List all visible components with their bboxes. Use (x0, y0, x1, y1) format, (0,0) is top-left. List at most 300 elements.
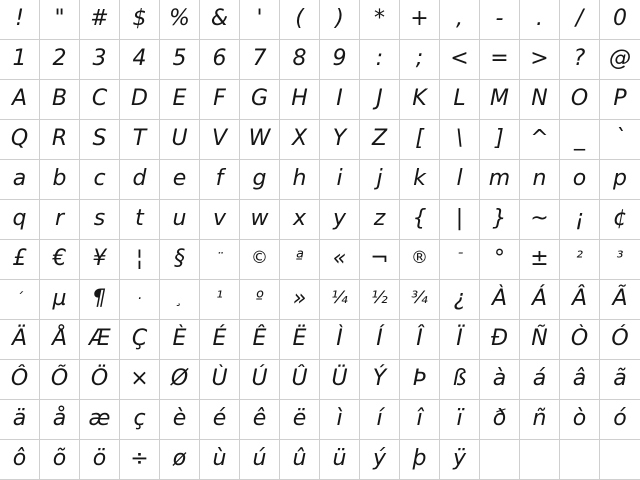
glyph-cell[interactable] (520, 280, 560, 320)
glyph-cell[interactable] (0, 160, 40, 200)
glyph-cell[interactable] (80, 280, 120, 320)
glyph: Ö (90, 365, 109, 391)
glyph-cell[interactable] (600, 360, 640, 400)
glyph-cell[interactable] (120, 160, 160, 200)
glyph: @ (609, 45, 631, 71)
glyph: _ (574, 125, 585, 151)
glyph-cell[interactable] (600, 240, 640, 280)
glyph: a (12, 165, 27, 191)
glyph-cell[interactable] (0, 440, 40, 480)
glyph-cell[interactable] (400, 200, 440, 240)
glyph: # (90, 5, 109, 31)
glyph-cell[interactable] (0, 40, 40, 80)
glyph: n (532, 165, 547, 191)
glyph-cell[interactable] (40, 320, 80, 360)
glyph: 0 (613, 5, 627, 31)
glyph: j (376, 165, 383, 191)
glyph: ² (576, 248, 583, 268)
glyph-cell[interactable] (120, 320, 160, 360)
glyph-cell[interactable] (80, 320, 120, 360)
glyph: ã (613, 365, 627, 391)
glyph-cell[interactable] (440, 120, 480, 160)
glyph: f (215, 165, 224, 191)
glyph-cell[interactable] (40, 400, 80, 440)
glyph-cell[interactable] (280, 80, 320, 120)
glyph-cell[interactable] (440, 200, 480, 240)
glyph-cell[interactable] (320, 280, 360, 320)
glyph-cell[interactable] (600, 120, 640, 160)
glyph-cell[interactable] (480, 280, 520, 320)
glyph-cell[interactable] (360, 240, 400, 280)
glyph: { (412, 205, 427, 231)
glyph: ³ (616, 248, 624, 268)
glyph-cell[interactable] (600, 280, 640, 320)
glyph-cell[interactable] (200, 200, 240, 240)
glyph: k (413, 165, 426, 191)
glyph: ` (614, 125, 626, 151)
glyph-cell[interactable] (280, 200, 320, 240)
glyph-cell[interactable] (360, 160, 400, 200)
glyph-cell[interactable] (120, 0, 160, 40)
glyph-cell[interactable] (0, 280, 40, 320)
glyph: Y (332, 125, 347, 151)
glyph-cell[interactable] (240, 360, 280, 400)
glyph-cell[interactable] (200, 40, 240, 80)
glyph: Â (571, 285, 588, 311)
glyph-cell[interactable] (160, 0, 200, 40)
glyph-cell[interactable] (280, 320, 320, 360)
glyph: ¼ (331, 288, 348, 308)
glyph-cell[interactable] (560, 240, 600, 280)
glyph: É (212, 325, 227, 351)
glyph: + (410, 5, 429, 31)
glyph-cell[interactable] (120, 120, 160, 160)
glyph: õ (52, 445, 67, 471)
glyph-cell[interactable] (560, 0, 600, 40)
glyph-cell[interactable] (280, 280, 320, 320)
glyph-cell[interactable] (80, 40, 120, 80)
glyph-cell[interactable] (280, 40, 320, 80)
glyph: q (12, 205, 27, 231)
glyph-cell[interactable] (560, 40, 600, 80)
glyph: P (613, 85, 627, 111)
glyph-cell[interactable] (400, 0, 440, 40)
glyph-cell[interactable] (480, 80, 520, 120)
glyph: µ (52, 285, 67, 311)
glyph: N (531, 85, 548, 111)
glyph-cell[interactable] (360, 280, 400, 320)
glyph-cell[interactable] (360, 320, 400, 360)
glyph-cell[interactable] (240, 80, 280, 120)
glyph-cell[interactable] (40, 80, 80, 120)
glyph: ÿ (452, 445, 467, 471)
glyph: \ (455, 125, 464, 151)
glyph-cell[interactable] (200, 240, 240, 280)
glyph-cell[interactable] (400, 40, 440, 80)
glyph-cell[interactable] (400, 280, 440, 320)
glyph: â (572, 365, 587, 391)
glyph-cell[interactable] (520, 240, 560, 280)
glyph: b (52, 165, 67, 191)
glyph: t (135, 205, 144, 231)
glyph-cell[interactable] (40, 40, 80, 80)
glyph: ] (495, 125, 504, 151)
glyph-cell[interactable] (320, 320, 360, 360)
glyph: / (575, 5, 584, 31)
glyph-cell[interactable] (520, 360, 560, 400)
glyph: g (252, 165, 267, 191)
glyph-cell[interactable] (600, 160, 640, 200)
glyph-cell[interactable] (560, 160, 600, 200)
glyph: x (292, 205, 307, 231)
glyph: R (51, 125, 68, 151)
glyph-cell[interactable] (40, 0, 80, 40)
glyph: w (250, 205, 269, 231)
glyph-cell[interactable] (240, 320, 280, 360)
glyph-cell[interactable] (280, 0, 320, 40)
glyph: ª (295, 248, 304, 268)
glyph-cell[interactable] (0, 320, 40, 360)
glyph: ¨ (216, 250, 223, 267)
glyph-cell[interactable] (120, 440, 160, 480)
glyph: = (490, 45, 509, 71)
glyph-cell[interactable] (160, 240, 200, 280)
glyph-cell[interactable] (80, 160, 120, 200)
glyph-cell[interactable] (240, 240, 280, 280)
glyph: Ã (612, 285, 628, 311)
glyph-cell[interactable] (480, 240, 520, 280)
glyph-cell[interactable] (0, 240, 40, 280)
glyph-cell[interactable] (520, 320, 560, 360)
glyph-cell[interactable] (40, 360, 80, 400)
glyph-cell[interactable] (0, 120, 40, 160)
glyph-cell[interactable] (280, 240, 320, 280)
glyph-cell[interactable] (360, 200, 400, 240)
glyph: S (92, 125, 107, 151)
glyph-cell[interactable] (560, 200, 600, 240)
glyph-cell[interactable] (240, 40, 280, 80)
glyph: | (455, 205, 464, 231)
glyph: s (93, 205, 106, 231)
glyph-cell[interactable] (240, 120, 280, 160)
glyph-cell[interactable] (320, 0, 360, 40)
glyph-cell[interactable] (320, 80, 360, 120)
glyph-cell[interactable] (360, 120, 400, 160)
glyph: ô (12, 445, 27, 471)
glyph-cell[interactable] (160, 160, 200, 200)
glyph-cell[interactable] (120, 280, 160, 320)
glyph-cell[interactable] (80, 0, 120, 40)
glyph-cell[interactable] (520, 80, 560, 120)
glyph-cell[interactable] (240, 160, 280, 200)
glyph: Z (371, 125, 388, 151)
glyph-cell[interactable] (160, 80, 200, 120)
glyph: u (172, 205, 187, 231)
glyph-cell[interactable] (320, 160, 360, 200)
glyph: ö (92, 445, 107, 471)
glyph: H (291, 85, 308, 111)
glyph-cell[interactable] (400, 120, 440, 160)
glyph: Ù (211, 365, 228, 391)
glyph-cell[interactable] (520, 160, 560, 200)
glyph: º (255, 288, 264, 308)
glyph-cell[interactable] (0, 360, 40, 400)
glyph: * (374, 5, 385, 31)
glyph-cell[interactable] (280, 400, 320, 440)
glyph-cell[interactable] (120, 400, 160, 440)
glyph-cell[interactable] (120, 200, 160, 240)
glyph-cell[interactable] (200, 320, 240, 360)
glyph-cell[interactable] (200, 280, 240, 320)
glyph-cell[interactable] (520, 400, 560, 440)
glyph-cell[interactable] (600, 400, 640, 440)
glyph: ½ (371, 288, 388, 308)
glyph-cell[interactable] (200, 360, 240, 400)
glyph: M (490, 85, 509, 111)
glyph-cell[interactable] (480, 40, 520, 80)
glyph-cell[interactable] (200, 400, 240, 440)
glyph: 4 (132, 45, 147, 71)
glyph: ' (256, 5, 263, 31)
glyph-cell[interactable] (0, 200, 40, 240)
glyph-cell[interactable] (560, 400, 600, 440)
glyph: Ø (170, 365, 189, 391)
glyph-cell[interactable] (80, 80, 120, 120)
glyph: ¥ (92, 245, 107, 271)
glyph: ; (415, 45, 424, 71)
glyph-cell[interactable] (240, 280, 280, 320)
glyph-cell[interactable] (160, 360, 200, 400)
glyph-cell[interactable] (320, 120, 360, 160)
glyph-cell[interactable] (120, 80, 160, 120)
glyph: ì (336, 405, 343, 431)
glyph-cell[interactable] (400, 80, 440, 120)
glyph-cell[interactable] (560, 80, 600, 120)
glyph: } (492, 205, 507, 231)
glyph: Ó (611, 325, 629, 351)
glyph-cell[interactable] (200, 0, 240, 40)
glyph: O (570, 85, 589, 111)
glyph: £ (12, 245, 27, 271)
glyph-cell[interactable] (480, 400, 520, 440)
glyph-cell[interactable] (560, 120, 600, 160)
glyph-cell[interactable] (120, 360, 160, 400)
glyph-cell[interactable] (80, 360, 120, 400)
glyph-cell[interactable] (0, 400, 40, 440)
glyph: é (212, 405, 227, 431)
glyph-cell[interactable] (480, 0, 520, 40)
glyph-cell[interactable] (520, 0, 560, 40)
glyph-cell[interactable] (560, 320, 600, 360)
glyph: Õ (50, 365, 69, 391)
glyph-cell[interactable] (280, 440, 320, 480)
glyph: Ñ (531, 325, 548, 351)
glyph-cell[interactable] (40, 120, 80, 160)
glyph-cell[interactable] (40, 280, 80, 320)
glyph: ± (530, 245, 549, 271)
glyph-cell[interactable] (360, 440, 400, 480)
glyph-cell[interactable] (240, 400, 280, 440)
glyph: h (292, 165, 307, 191)
glyph-cell[interactable] (80, 400, 120, 440)
glyph-cell[interactable] (160, 200, 200, 240)
glyph: ü (332, 445, 347, 471)
glyph-cell[interactable] (80, 120, 120, 160)
glyph: Û (291, 365, 308, 391)
glyph-cell[interactable] (200, 80, 240, 120)
glyph-cell[interactable] (560, 360, 600, 400)
glyph: o (572, 165, 587, 191)
glyph: ð (492, 405, 507, 431)
glyph-cell[interactable] (200, 440, 240, 480)
glyph-cell[interactable] (40, 200, 80, 240)
glyph: Ê (252, 325, 267, 351)
glyph-cell[interactable] (80, 200, 120, 240)
glyph: > (530, 45, 549, 71)
glyph-cell[interactable] (160, 280, 200, 320)
glyph-cell[interactable] (240, 440, 280, 480)
glyph-cell[interactable] (440, 80, 480, 120)
glyph-cell[interactable] (40, 160, 80, 200)
glyph: 1 (12, 45, 27, 71)
glyph-cell[interactable] (440, 240, 480, 280)
glyph-cell[interactable] (280, 120, 320, 160)
glyph: À (491, 285, 508, 311)
glyph-cell[interactable] (600, 320, 640, 360)
glyph-cell[interactable] (160, 440, 200, 480)
glyph-cell[interactable] (40, 440, 80, 480)
glyph-cell[interactable] (400, 360, 440, 400)
glyph-cell[interactable] (40, 240, 80, 280)
glyph: ß (452, 365, 467, 391)
glyph: Ý (372, 365, 387, 391)
glyph-cell[interactable] (400, 240, 440, 280)
glyph: < (450, 45, 469, 71)
glyph-cell[interactable] (160, 40, 200, 80)
glyph-cell[interactable] (80, 440, 120, 480)
glyph-cell[interactable] (400, 400, 440, 440)
glyph-cell[interactable] (440, 400, 480, 440)
glyph-cell[interactable] (320, 360, 360, 400)
glyph: D (131, 85, 148, 111)
glyph-cell[interactable] (400, 320, 440, 360)
glyph: ´ (16, 290, 23, 307)
glyph: î (416, 405, 423, 431)
glyph: Å (51, 325, 68, 351)
glyph-cell[interactable] (480, 320, 520, 360)
glyph: Î (416, 325, 423, 351)
glyph: Í (376, 325, 383, 351)
glyph-cell[interactable] (480, 160, 520, 200)
glyph: C (91, 85, 108, 111)
glyph-cell[interactable] (200, 120, 240, 160)
glyph-cell[interactable] (520, 200, 560, 240)
glyph: « (332, 245, 347, 271)
glyph-cell[interactable] (520, 40, 560, 80)
glyph-cell[interactable] (280, 160, 320, 200)
glyph: i (336, 165, 343, 191)
glyph: Ì (336, 325, 343, 351)
glyph-cell[interactable] (360, 80, 400, 120)
glyph-cell[interactable] (600, 40, 640, 80)
glyph: ä (12, 405, 27, 431)
glyph-cell[interactable] (200, 160, 240, 200)
glyph: & (210, 5, 229, 31)
glyph-cell[interactable] (0, 80, 40, 120)
glyph-cell[interactable] (480, 360, 520, 400)
glyph-cell[interactable] (80, 240, 120, 280)
glyph-cell[interactable] (360, 360, 400, 400)
glyph: © (251, 248, 268, 268)
glyph-cell[interactable] (440, 40, 480, 80)
glyph-cell[interactable] (440, 320, 480, 360)
glyph: p (613, 165, 627, 191)
glyph-cell[interactable] (320, 440, 360, 480)
glyph: ¿ (453, 285, 466, 311)
glyph-cell[interactable] (320, 40, 360, 80)
glyph-cell[interactable] (560, 280, 600, 320)
glyph-cell[interactable] (400, 440, 440, 480)
glyph: B (51, 85, 68, 111)
glyph: m (488, 165, 511, 191)
glyph-cell[interactable] (160, 120, 200, 160)
glyph-cell[interactable] (440, 440, 480, 480)
glyph: × (130, 365, 149, 391)
glyph-cell[interactable] (0, 0, 40, 40)
glyph-cell[interactable] (240, 0, 280, 40)
glyph: þ (412, 445, 427, 471)
glyph-cell[interactable] (480, 200, 520, 240)
glyph-cell[interactable] (360, 400, 400, 440)
glyph-cell[interactable] (160, 320, 200, 360)
glyph: ó (613, 405, 627, 431)
glyph: e (172, 165, 187, 191)
glyph: á (532, 365, 547, 391)
glyph: ° (494, 245, 505, 271)
glyph: ë (292, 405, 307, 431)
glyph-cell[interactable] (320, 240, 360, 280)
glyph: y (332, 205, 347, 231)
glyph-cell[interactable] (520, 120, 560, 160)
glyph: V (211, 125, 228, 151)
glyph-cell[interactable] (440, 280, 480, 320)
glyph-cell[interactable] (480, 120, 520, 160)
glyph-cell[interactable] (320, 200, 360, 240)
glyph-cell[interactable] (440, 160, 480, 200)
glyph-cell[interactable] (600, 0, 640, 40)
glyph-cell[interactable] (600, 200, 640, 240)
glyph-cell[interactable] (280, 360, 320, 400)
glyph-cell[interactable] (360, 40, 400, 80)
glyph-cell[interactable] (600, 80, 640, 120)
glyph: [ (415, 125, 424, 151)
glyph: ! (15, 5, 24, 31)
glyph: Ð (490, 325, 509, 351)
glyph-cell[interactable] (120, 240, 160, 280)
glyph: $ (132, 5, 147, 31)
glyph-cell[interactable] (160, 400, 200, 440)
glyph: Ä (11, 325, 28, 351)
glyph-cell[interactable] (360, 0, 400, 40)
glyph-cell[interactable] (440, 360, 480, 400)
glyph: Q (10, 125, 29, 151)
glyph-cell[interactable] (240, 200, 280, 240)
glyph-cell[interactable] (440, 0, 480, 40)
glyph: z (373, 205, 386, 231)
glyph-cell[interactable] (400, 160, 440, 200)
glyph-cell[interactable] (120, 40, 160, 80)
glyph-cell[interactable] (320, 400, 360, 440)
